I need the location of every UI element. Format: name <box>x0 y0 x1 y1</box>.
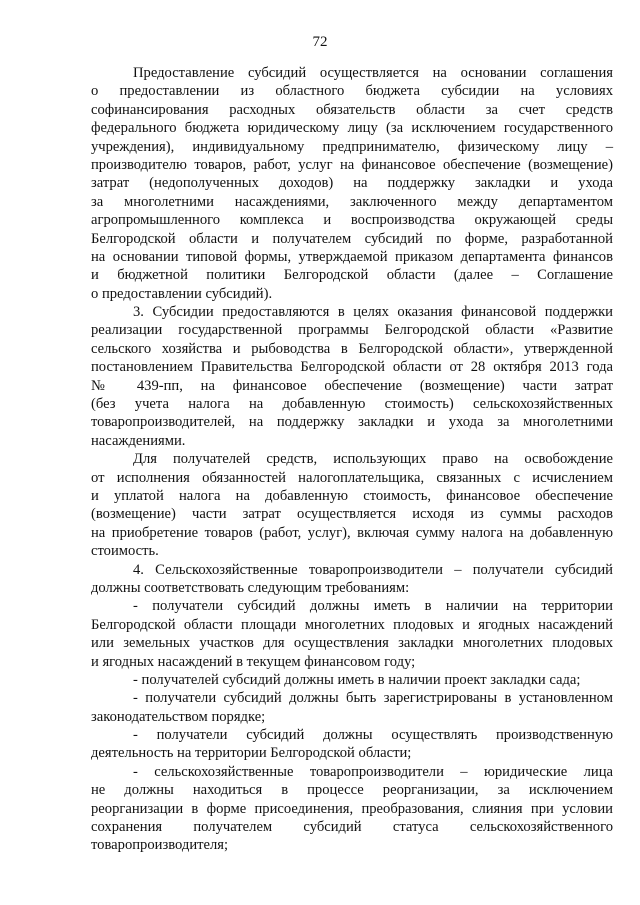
text-line: законодательством порядке; <box>91 708 266 725</box>
text-line: Для получателей средств, использующих право на освобождение <box>133 451 613 468</box>
text-line: затрат (недополученных доходов) на поддержку закладки и ухода <box>91 175 613 192</box>
text-line: производителю товаров, работ, услуг на финансовое обеспечение (возмещение) <box>91 156 613 173</box>
text-line: сохранения получателем субсидий статуса сельскохозяйственного <box>91 819 613 836</box>
text-line: учреждения), индивидуальному предпринимателю, физическому лицу – <box>91 138 613 155</box>
text-line: о предоставлении субсидий). <box>91 285 273 302</box>
text-line: - получателей субсидий должны иметь в наличии проект закладки сада; <box>133 671 581 688</box>
text-line: - получатели субсидий должны быть зарегистрированы в установленном <box>133 690 613 707</box>
text-line: - получатели субсидий должны иметь в наличии на территории <box>133 598 613 615</box>
text-line: агропромышленного комплекса и воспроизводства окружающей среды <box>91 212 613 229</box>
text-line: и ягодных насаждений в текущем финансовом году; <box>91 653 416 670</box>
paragraph <box>0 303 640 450</box>
text-line: софинансирования расходных обязательств области за счет средств <box>91 101 613 118</box>
text-line: товаропроизводителя; <box>91 837 229 854</box>
text-line: на основании типовой формы, утверждаемой приказом департамента финансов <box>91 248 613 265</box>
paragraph <box>0 597 640 671</box>
text-line: от исполнения обязанностей налогоплательщика, связанных с исчислением <box>91 469 613 486</box>
text-line: Белгородской области площади многолетних плодовых и ягодных насаждений <box>91 616 613 633</box>
text-line: 3. Субсидии предоставляются в целях оказания финансовой поддержки <box>133 304 613 321</box>
text-line: товаропроизводителей, на поддержку закладки и ухода за многолетними <box>91 414 613 431</box>
text-line: сельского хозяйства и рыбоводства в Белгородской области», утвержденной <box>91 340 613 357</box>
text-line: федерального бюджета юридическому лицу (за исключением государственного <box>91 120 613 137</box>
text-line: должны соответствовать следующим требованиям: <box>91 579 410 596</box>
text-line: - получатели субсидий должны осуществлять производственную <box>133 727 613 744</box>
paragraph <box>0 64 640 303</box>
paragraph <box>0 671 640 689</box>
text-line: насаждениями. <box>91 432 186 449</box>
text-line: реализации государственной программы Белгородской области «Развитие <box>91 322 613 339</box>
paragraph <box>0 726 640 763</box>
text-line: и бюджетной политики Белгородской области (далее – Соглашение <box>91 267 613 284</box>
text-line: - сельскохозяйственные товаропроизводители – юридические лица <box>133 763 613 780</box>
document-body <box>0 64 640 855</box>
paragraph <box>0 561 640 598</box>
text-line: не должны находиться в процессе реорганизации, за исключением <box>91 782 613 799</box>
text-line: постановлением Правительства Белгородской области от 28 октября 2013 года <box>91 359 613 376</box>
text-line: № 439-пп, на финансовое обеспечение (возмещение) части затрат <box>91 377 613 394</box>
text-line: 4. Сельскохозяйственные товаропроизводители – получатели субсидий <box>133 561 613 578</box>
text-line: (без учета налога на добавленную стоимость) сельскохозяйственных <box>91 396 613 413</box>
text-line: и уплатой налога на добавленную стоимость, финансовое обеспечение <box>91 487 613 504</box>
text-line: за многолетними насаждениями, заключенного между департаментом <box>91 193 613 210</box>
text-line: стоимость. <box>91 543 159 560</box>
text-line: Белгородской области и получателем субсидий по форме, разработанной <box>91 230 613 247</box>
paragraph <box>0 689 640 726</box>
text-line: или земельных участков для осуществления закладки многолетних плодовых <box>91 635 613 652</box>
text-line: деятельность на территории Белгородской области; <box>91 745 412 762</box>
paragraph <box>0 763 640 855</box>
text-line: Предоставление субсидий осуществляется на основании соглашения <box>133 65 613 81</box>
text-line: реорганизации в форме присоединения, преобразования, слияния при условии <box>91 800 613 817</box>
text-line: о предоставлении из областного бюджета субсидии на условиях <box>91 83 613 100</box>
paragraph <box>0 450 640 560</box>
text-line: (возмещение) части затрат осуществляется исходя из суммы расходов <box>91 506 613 523</box>
page-number: 72 <box>312 34 328 50</box>
text-line: на приобретение товаров (работ, услуг), включая сумму налога на добавленную <box>91 524 613 541</box>
